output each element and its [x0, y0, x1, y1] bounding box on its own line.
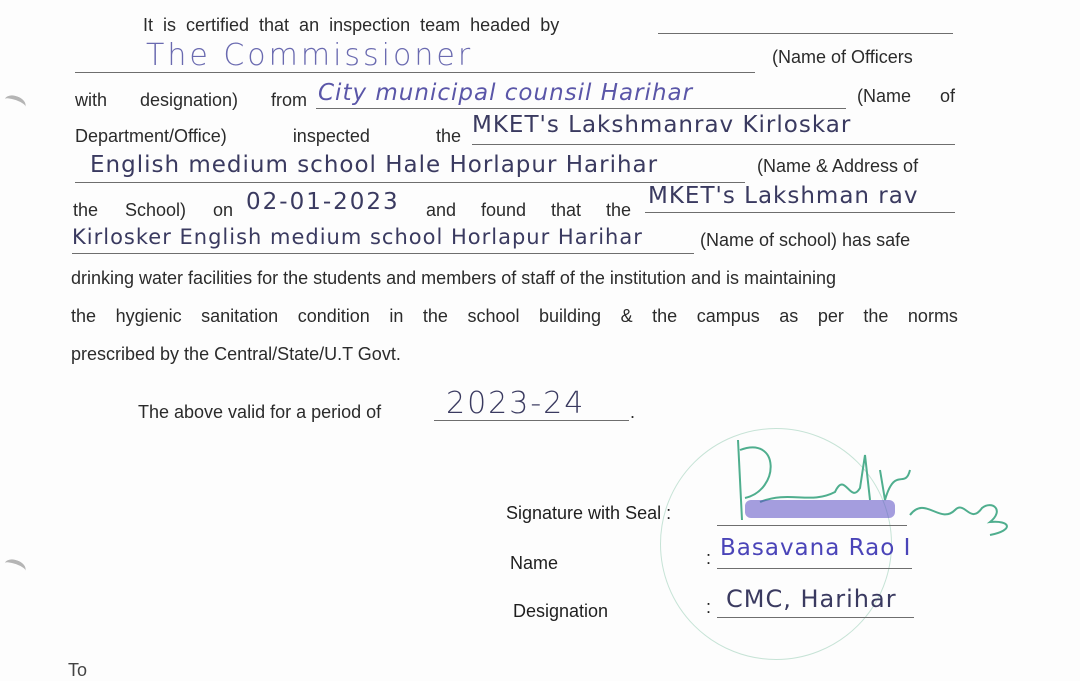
department-office-inspected: Department/Office) inspected the [75, 126, 461, 146]
validity-label: The above valid for a period of [138, 402, 382, 422]
inspection-date-handwritten: 02-01-2023 [246, 189, 400, 215]
designation-underline [717, 617, 914, 618]
officer-name-underline [75, 72, 755, 73]
name-label: Name [510, 553, 559, 573]
department-suffix: (Name of [857, 86, 955, 106]
school-found-suffix: (Name of school) has safe [700, 230, 911, 250]
validity-period-handwritten: 2023-24 [446, 386, 586, 421]
officer-blank-underline [658, 33, 953, 34]
certificate-line-8: drinking water facilities for the students and members of staff of the institution and is maintaining [71, 268, 837, 288]
to-label: To [68, 660, 88, 680]
school-found-handwritten-2: Kirlosker English medium school Horlapur Harihar [72, 225, 643, 249]
designation-label: Designation [513, 601, 609, 621]
name-underline [717, 568, 912, 569]
school-found-handwritten-1: MKET's Lakshman rav [648, 183, 919, 209]
department-underline [316, 108, 846, 109]
scan-artifact [2, 93, 27, 114]
name-colon: : [706, 548, 712, 568]
officer-name-handwritten: The Commissioner [146, 38, 474, 73]
certificate-line-1: It is certified that an inspection team headed by [143, 15, 560, 35]
department-handwritten: City municipal counsil Harihar [318, 80, 694, 106]
name-value-stamped: Basavana Rao I [720, 535, 912, 561]
validity-period-end: . [630, 402, 636, 422]
officer-suffix: (Name of Officers [772, 47, 913, 67]
the-school-on: the School) on [73, 200, 233, 220]
school-name-underline-2 [75, 182, 745, 183]
school-name-handwritten-2: English medium school Hale Horlapur Harihar [90, 152, 659, 178]
validity-underline [434, 420, 629, 421]
school-name-handwritten-1: MKET's Lakshmanrav Kirloskar [472, 112, 852, 138]
certificate-line-10: prescribed by the Central/State/U.T Govt. [71, 344, 401, 364]
school-address-suffix: (Name & Address of [757, 156, 919, 176]
signature-icon [720, 430, 1030, 540]
with-designation-from: with designation) from [75, 90, 307, 110]
designation-colon: : [706, 597, 712, 617]
designation-value-handwritten: CMC, Harihar [726, 585, 897, 613]
signature-label: Signature with Seal : [506, 503, 672, 523]
school-found-underline-1 [645, 212, 955, 213]
scan-artifact [2, 557, 27, 578]
and-found-that-the: and found that the [426, 200, 631, 220]
certificate-line-9: the hygienic sanitation condition in the school building & the campus as per the norms [71, 306, 958, 326]
school-found-underline-2 [72, 253, 694, 254]
school-name-underline-1 [472, 144, 955, 145]
